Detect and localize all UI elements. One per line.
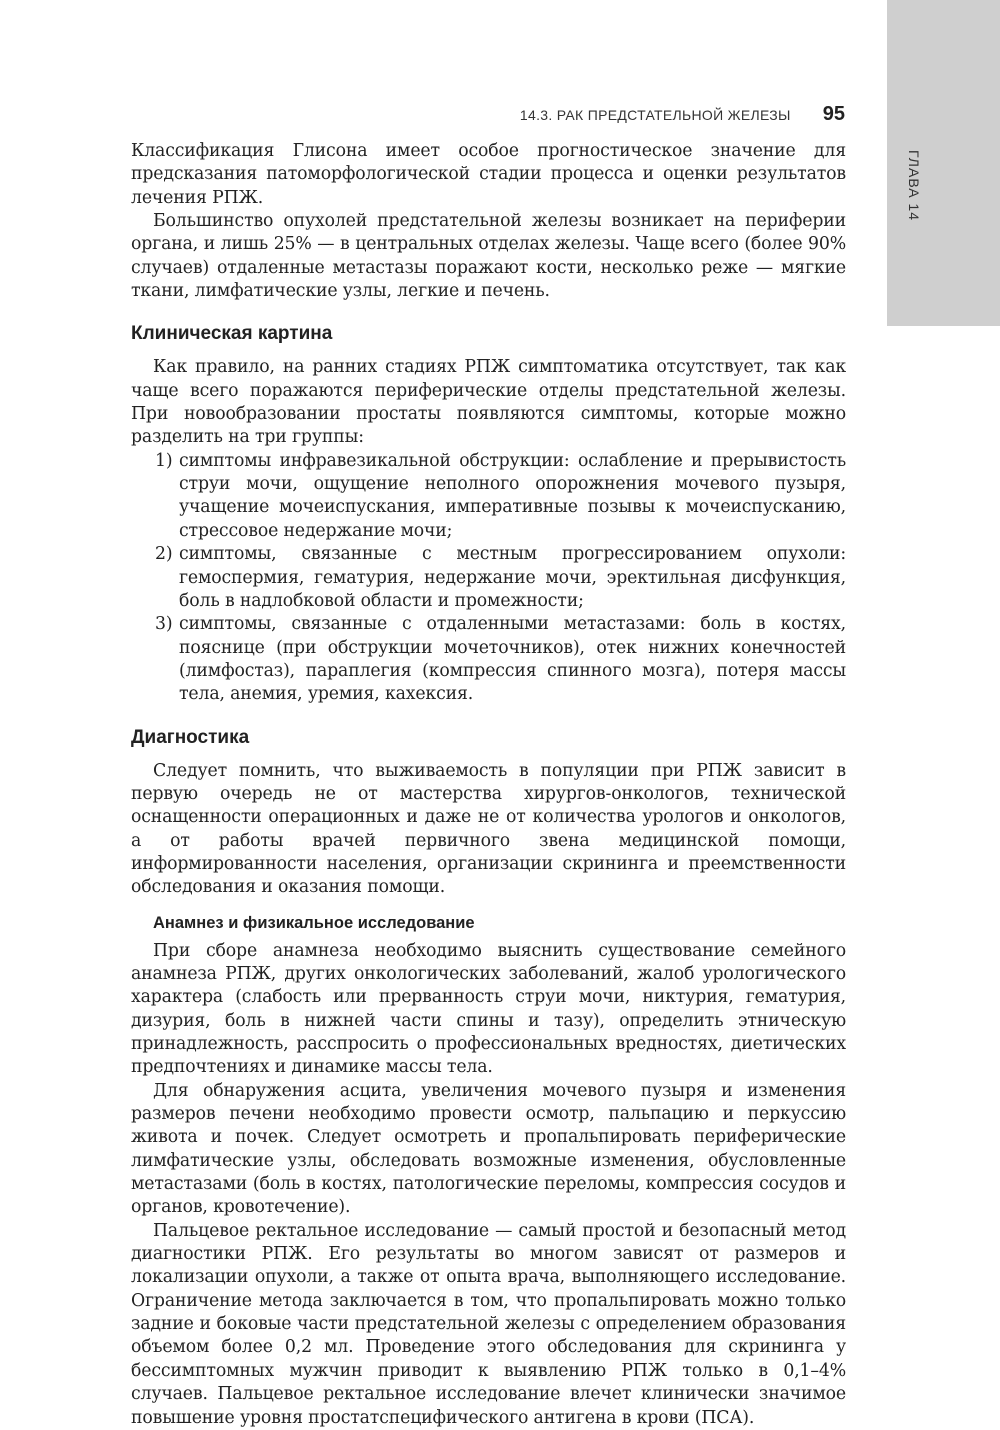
diagnostics-paragraph-2: При сборе анамнеза необходимо выяснить существование семейного анамнеза РПЖ, других онкологических заболеваний, жалоб урологического характера (слабость или прерванность струи мочи, никтурия, гематурия, дизурия, боль в нижней части спины и тазу), определить этническую принадлежность, расспросить о профессиональных вредностях, диетических предпочтениях и динамике массы тела.: [131, 940, 846, 1078]
list-item-number: 3): [155, 614, 173, 635]
clinical-paragraph: Как правило, на ранних стадиях РПЖ симптоматика отсутствует, так как чаще всего поражаются периферические отделы предстательной железы. При новообразовании простаты появляются симптомы, которые можно разделить на три группы:: [131, 357, 846, 448]
symptom-list: [131, 450, 846, 707]
page-body: [131, 140, 846, 1430]
list-item-text: симптомы инфравезикальной обструкции: ослабление и прерывистость струи мочи, ощущение неполного опорожнения мочевого пузыря, учащение мочеиспускания, императивные позывы к мочеиспусканию, стрессовое недержание мочи;: [179, 450, 846, 541]
list-item: [155, 543, 846, 613]
page-number: 95: [822, 103, 845, 125]
intro-paragraph-1: Классификация Глисона имеет особое прогностическое значение для предсказания патоморфологической стадии процесса и оценки результатов лечения РПЖ.: [131, 141, 846, 208]
running-header: [520, 103, 845, 126]
diagnostics-paragraph-4: Пальцевое ректальное исследование — самый простой и безопасный метод диагностики РПЖ. Его результаты во многом зависят от размеров и локализации опухоли, а также от опыта врача, выполняющего исследование. Ограничение метода заключается в том, что пропальпировать можно только задние и боковые части предстательной железы с определением образования объемом более 0,2 мл. Проведение этого обследования для скрининга у бессимптомных мужчин приводит к выявлению РПЖ только в 0,1–4% случаев. Пальцевое ректальное исследование влечет клинически значимое повышение уровня простатспецифического антигена в крови (ПСА).: [131, 1220, 846, 1428]
section-heading-diagnostics: Диагностика: [131, 726, 250, 748]
list-item-text: симптомы, связанные с отдаленными метастазами: боль в костях, пояснице (при обструкции мочеточников), отек нижних конечностей (лимфостаз), параплегия (компрессия спинного мозга), потеря массы тела, анемия, уремия, кахексия.: [179, 614, 846, 705]
subsection-heading-anamnesis: Анамнез и физикальное исследование: [153, 913, 475, 932]
list-item-number: 1): [155, 450, 173, 471]
chapter-tab-label: ГЛАВА 14: [906, 150, 922, 221]
list-item: [155, 613, 846, 706]
list-item-text: симптомы, связанные с местным прогрессированием опухоли: гемоспермия, гематурия, недержание мочи, эректильная дисфункция, боль в надлобковой области и промежности;: [179, 544, 846, 611]
chapter-tab: [887, 0, 1000, 326]
running-title: 14.3. РАК ПРЕДСТАТЕЛЬНОЙ ЖЕЛЕЗЫ: [519, 107, 791, 123]
list-item-number: 2): [155, 544, 173, 565]
section-heading-clinical: Клиническая картина: [131, 323, 333, 345]
list-item: [155, 450, 846, 543]
diagnostics-paragraph-3: Для обнаружения асцита, увеличения мочевого пузыря и изменения размеров печени необходимо провести осмотр, пальпацию и перкуссию живота и почек. Следует осмотреть и пропальпировать периферические лимфатические узлы, обследовать возможные изменения, обусловленные метастазами (боль в костях, патологические переломы, компрессия сосудов и органов, кровотечение).: [131, 1080, 846, 1218]
diagnostics-paragraph-1: Следует помнить, что выживаемость в популяции при РПЖ зависит в первую очередь не от мастерства хирургов-онкологов, технической оснащенности операционных и даже не от количества урологов и онкологов, а от работы врачей первичного звена медицинской помощи, информированности населения, организации скрининга и преемственности обследования и оказания помощи.: [131, 760, 846, 898]
intro-paragraph-2: Большинство опухолей предстательной железы возникает на периферии органа, и лишь 25% — в центральных отделах железы. Чаще всего (более 90% случаев) отдаленные метастазы поражают кости, несколько реже — мягкие ткани, лимфатические узлы, легкие и печень.: [131, 211, 846, 302]
